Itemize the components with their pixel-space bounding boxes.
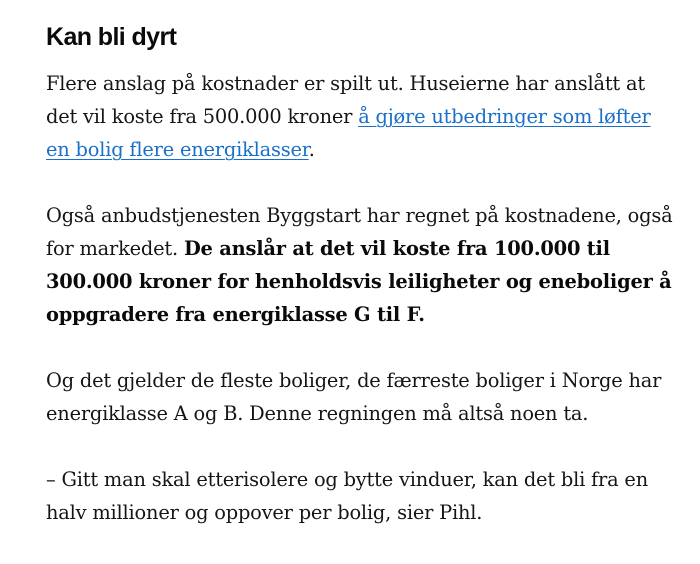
paragraph-3: Og det gjelder de fleste boliger, de færreste boliger i Norge har energiklasse A og B. Denne regningen må altså noen ta. — [46, 369, 662, 425]
paragraph-4-quote: – Gitt man skal etterisolere og bytte vinduer, kan det bli fra en halv millioner og oppover per bolig, sier Pihl. — [46, 468, 648, 524]
paragraph-1 — [46, 67, 676, 166]
paragraph-2-text: Også anbudstjenesten Byggstart har regnet på kostnadene, også for markedet. — [46, 204, 673, 260]
section-heading: Kan bli dyrt — [46, 23, 177, 51]
paragraph-1-end: . — [308, 138, 315, 161]
paragraph-1-text: Flere anslag på kostnader er spilt ut. Huseierne har anslått at det vil koste fra 500.000 kroner — [46, 72, 645, 128]
paragraph-2-bold: De anslår at det vil koste fra 100.000 til 300.000 kroner for henholdsvis leiligheter og eneboliger å oppgradere fra energiklasse G til F. — [46, 237, 672, 326]
paragraph-2 — [46, 199, 676, 331]
article-body — [46, 20, 676, 562]
energy-class-link[interactable]: å gjøre utbedringer som løfter en bolig flere energiklasser — [46, 105, 651, 161]
